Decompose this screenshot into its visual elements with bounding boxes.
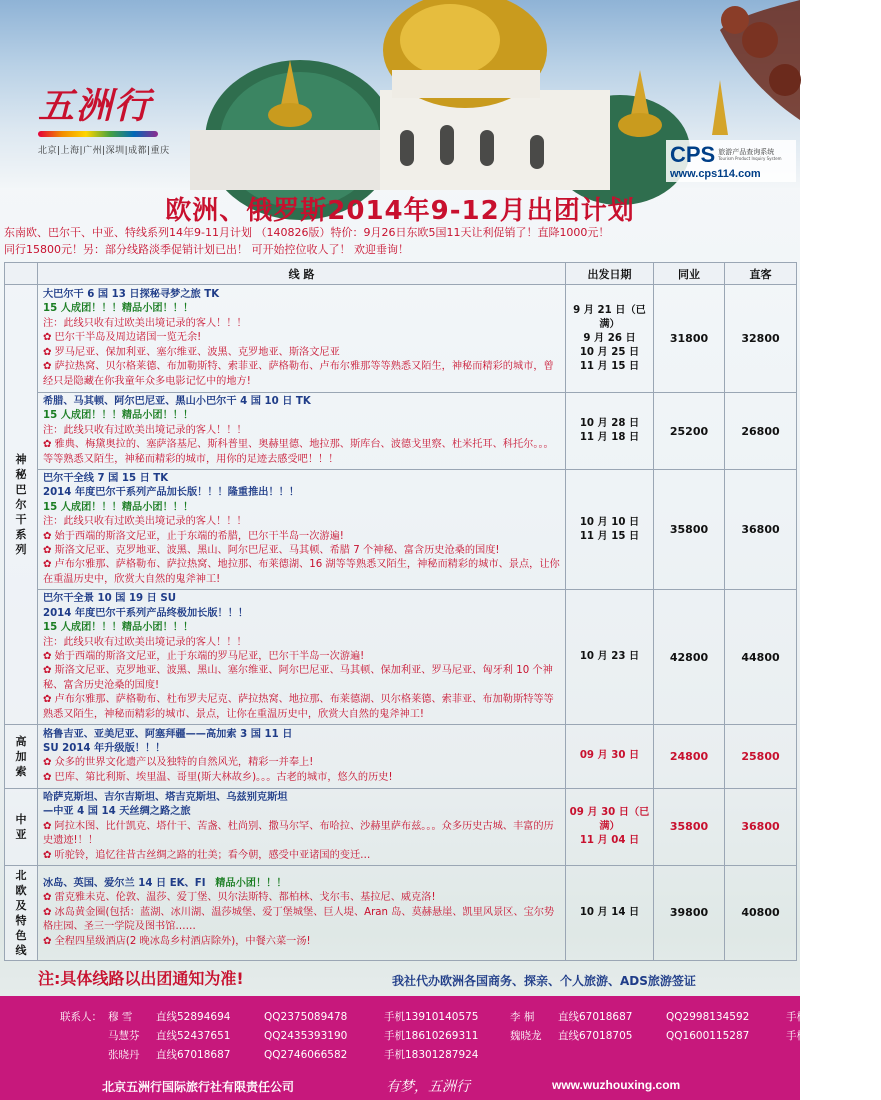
direct-price: 44800 <box>725 590 797 725</box>
contact-qq: QQ2746066582 <box>264 1049 348 1061</box>
direct-price: 25800 <box>725 724 797 788</box>
contact-phone: 直线67018705 <box>558 1030 633 1042</box>
route-item <box>43 331 560 345</box>
dates-cell <box>566 865 654 960</box>
header-dates: 出发日期 <box>566 263 654 285</box>
flower-bullet-icon: ✿ <box>43 559 52 571</box>
route-title: 巴尔干全线 7 国 15 日 TK <box>43 473 169 485</box>
route-cell <box>38 865 566 960</box>
route-item-text: 听驼铃，追忆往昔古丝绸之路的壮美；看今朝，感受中亚诸国的变迁… <box>54 849 371 861</box>
route-item <box>43 820 560 849</box>
direct-price: 40800 <box>725 865 797 960</box>
category-label: 中亚 <box>15 812 27 841</box>
route-title: 冰岛、英国、爱尔兰 14 日 EK、FI <box>43 877 206 889</box>
peer-price: 25200 <box>654 393 725 470</box>
peer-price: 35800 <box>654 470 725 590</box>
date: 10 月 14 日 <box>579 906 640 918</box>
route-item-text: 始于西端的斯洛文尼亚，止于东端的希腊，巴尔干半岛一次游遍! <box>54 530 344 542</box>
contacts-label: 联系人： <box>60 1011 102 1023</box>
route-title: 巴尔干全景 10 国 19 日 SU <box>43 593 177 605</box>
flower-bullet-icon: ✿ <box>43 820 52 832</box>
route-item <box>43 360 560 389</box>
contact-row <box>60 1027 881 1046</box>
contact-qq: QQ1600115287 <box>666 1030 750 1042</box>
logo-cities: 北京|上海|广州|深圳|成都|重庆 <box>38 146 170 156</box>
flower-bullet-icon: ✿ <box>43 439 52 451</box>
route-note: 注：此线只收有过欧美出境记录的客人！！！ <box>43 636 247 648</box>
peer-price: 24800 <box>654 724 725 788</box>
intro-text <box>4 224 796 258</box>
peer-price: 42800 <box>654 590 725 725</box>
disclaimer-note: 注:具体线路以出团通知为准! <box>38 969 244 988</box>
route-item-text: 罗马尼亚、保加利亚、塞尔维亚、波黑、克罗地亚、斯洛文尼亚 <box>54 346 340 358</box>
website-link[interactable]: www.wuzhouxing.com <box>552 1078 681 1092</box>
route-subtitle: 2014 年度巴尔干系列产品加长版！！！隆重推出！！！ <box>43 487 300 499</box>
direct-price: 26800 <box>725 393 797 470</box>
route-title: 格鲁吉亚、亚美尼亚、阿塞拜疆——高加索 3 国 11 日 <box>43 728 293 740</box>
route-cell <box>38 724 566 788</box>
date: 9 月 21 日（已满） <box>573 304 646 330</box>
dates-cell <box>566 285 654 393</box>
table-row <box>5 590 797 725</box>
route-cell <box>38 285 566 393</box>
route-item-text: 巴尔干半岛及周边诸国一览无余! <box>54 332 202 344</box>
flower-bullet-icon: ✿ <box>43 935 52 947</box>
route-group-size: 15 人成团！！！精品小团！！！ <box>43 622 194 634</box>
intro-line-2: 同行15800元！另：部分线路淡季促销计划已出！ 可开始控位收人了！ 欢迎垂询！ <box>4 243 409 256</box>
contact-phone: 直线67018687 <box>558 1011 633 1023</box>
route-item-text: 众多的世界文化遗产以及独特的自然风光，精彩一并奉上! <box>54 757 314 769</box>
route-item-text: 雅典、梅黛奥拉的、塞萨洛基尼、斯科普里、奥赫里德、地拉那、斯库台、波德戈里察、杜米托耳、科托尔。。。等等熟悉又陌生，神秘而精彩的城市，用你的足迹去感受吧！！！ <box>43 439 554 465</box>
route-title-2: SU 2014 年升级版！！！ <box>43 743 166 755</box>
flower-bullet-icon: ✿ <box>43 650 52 662</box>
cps-badge <box>666 140 796 182</box>
route-item <box>43 530 560 544</box>
cps-logo: CPS <box>670 142 716 167</box>
dates-cell <box>566 788 654 865</box>
contact-mobile: 手机13910140575 <box>384 1011 479 1023</box>
contact-phone: 直线52894694 <box>156 1011 231 1023</box>
flower-bullet-icon: ✿ <box>43 694 52 706</box>
header-category <box>5 263 38 285</box>
route-cell <box>38 393 566 470</box>
direct-price: 36800 <box>725 788 797 865</box>
flower-bullet-icon: ✿ <box>43 771 52 783</box>
route-note: 注：此线只收有过欧美出境记录的客人！！！ <box>43 516 247 528</box>
direct-price: 32800 <box>725 285 797 393</box>
route-title: 大巴尔干 6 国 13 日探秘寻梦之旅 TK <box>43 289 220 301</box>
date: 10 月 10 日 <box>579 516 640 528</box>
date: 09 月 30 日（已满） <box>569 806 650 832</box>
route-item-text: 卢布尔雅那、萨格勒布、杜布罗夫尼克、萨拉热窝、地拉那、布莱德湖、贝尔格莱德、索菲亚、布加勒斯特等等熟悉又陌生，神秘而精彩的城市、景点，让你在重温历史中，欣赏大自然的鬼斧神工! <box>43 694 554 720</box>
route-title: 哈萨克斯坦、吉尔吉斯坦、塔吉克斯坦、乌兹别克斯坦 <box>43 791 288 803</box>
category-nordic <box>5 865 38 960</box>
page-title: 欧洲、俄罗斯2014年9-12月出团计划 <box>165 196 635 226</box>
route-item <box>43 891 560 905</box>
contact-qq: QQ2998134592 <box>666 1011 750 1023</box>
peer-price: 39800 <box>654 865 725 960</box>
footer <box>0 1072 800 1100</box>
route-item <box>43 558 560 587</box>
contact-mobile: 手机18301287924 <box>384 1049 479 1061</box>
category-label: 神秘巴尔干系列 <box>15 452 27 556</box>
date: 11 月 18 日 <box>579 432 640 444</box>
route-item <box>43 346 560 360</box>
route-item-text: 卢布尔雅那、萨格勒布、萨拉热窝、地拉那、布莱德湖、16 湖等等熟悉又陌生，神秘而精彩的城市、景点，让你在重温历史中，欣赏大自然的鬼斧神工! <box>43 559 560 585</box>
contact-name: 张晓丹 <box>108 1049 140 1061</box>
contact-qq: QQ2435393190 <box>264 1030 348 1042</box>
table-row <box>5 470 797 590</box>
route-group-size: 15 人成团！！！精品小团！！！ <box>43 501 194 513</box>
contact-name: 李 桐 <box>510 1011 535 1023</box>
date: 09 月 30 日 <box>579 750 640 762</box>
date: 11 月 04 日 <box>579 834 640 846</box>
route-title-2: —中亚 4 国 14 天丝绸之路之旅 <box>43 806 191 818</box>
route-title: 希腊、马其顿、阿尔巴尼亚、黑山小巴尔干 4 国 10 日 TK <box>43 396 311 407</box>
route-item <box>43 771 560 785</box>
dates-cell <box>566 470 654 590</box>
contact-mobile: 手机18610269311 <box>384 1030 479 1042</box>
category-caucasus <box>5 724 38 788</box>
route-item <box>43 438 560 467</box>
contact-name: 魏晓龙 <box>510 1030 542 1042</box>
company-logo <box>38 78 188 156</box>
flower-bullet-icon: ✿ <box>43 665 52 677</box>
flower-bullet-icon: ✿ <box>43 906 52 918</box>
intro-line-1: 东南欧、巴尔干、中亚、特线系列14年9-11月计划 （140826版）特价：9月26日东欧5国11天让利促销了！直降1000元！ <box>4 226 610 239</box>
direct-price: 36800 <box>725 470 797 590</box>
table-header-row <box>5 263 797 285</box>
contact-name: 马慧芬 <box>108 1030 140 1042</box>
peer-price: 31800 <box>654 285 725 393</box>
date: 10 月 28 日 <box>579 418 640 430</box>
route-item-text: 始于西端的斯洛文尼亚，止于东端的罗马尼亚，巴尔干半岛一次游遍! <box>54 650 365 662</box>
cps-subtitle: 旅游产品查询系统 <box>718 147 775 156</box>
visa-service-note: 我社代办欧洲各国商务、探亲、个人旅游、ADS旅游签证 <box>392 974 696 988</box>
category-central-asia <box>5 788 38 865</box>
contact-row <box>60 1008 881 1027</box>
category-label: 高加索 <box>15 734 27 778</box>
route-item <box>43 693 560 722</box>
tour-schedule-table <box>4 262 797 961</box>
route-item <box>43 849 560 863</box>
flower-bullet-icon: ✿ <box>43 346 52 358</box>
route-group-size: 15 人成团！！！精品小团！！！ <box>43 410 194 422</box>
category-balkan <box>5 285 38 725</box>
contacts-block <box>60 1008 881 1065</box>
route-item-text: 全程四星级酒店(2 晚冰岛乡村酒店除外)，中餐六菜一汤! <box>54 935 311 947</box>
company-name: 北京五洲行国际旅行社有限责任公司 <box>102 1080 295 1094</box>
contact-phone: 直线52437651 <box>156 1030 231 1042</box>
route-group-size: 精品小团！！！ <box>215 877 287 889</box>
dates-cell <box>566 590 654 725</box>
flower-bullet-icon: ✿ <box>43 849 52 861</box>
cps-subtitle-en: Tourism Product Inquiry System <box>718 156 782 162</box>
route-item-text: 巴库、第比利斯、埃里温、哥里(斯大林故乡)。。。古老的城市，悠久的历史! <box>54 771 393 783</box>
contact-row <box>60 1046 881 1065</box>
header-banner <box>0 0 800 188</box>
flower-bullet-icon: ✿ <box>43 530 52 542</box>
table-row <box>5 393 797 470</box>
route-item-text: 萨拉热窝、贝尔格莱德、布加勒斯特、索菲亚、萨格勒布、卢布尔雅那等等熟悉又陌生，神秘而精彩的城市，曾经只是隐藏在你我童年众多电影记忆中的地方! <box>43 361 554 387</box>
dates-cell <box>566 724 654 788</box>
category-label: 北欧及特色线 <box>15 868 27 957</box>
flower-bullet-icon: ✿ <box>43 361 52 373</box>
route-note: 注：此线只收有过欧美出境记录的客人！！！ <box>43 317 247 329</box>
slogan: 有梦，五洲行 <box>386 1079 470 1095</box>
route-cell <box>38 590 566 725</box>
flower-bullet-icon: ✿ <box>43 892 52 904</box>
route-subtitle: 2014 年度巴尔干系列产品终极加长版！！！ <box>43 607 249 619</box>
contact-qq: QQ2375089478 <box>264 1011 348 1023</box>
logo-text: 五洲行 <box>38 85 153 127</box>
header-direct-price: 直客 <box>725 263 797 285</box>
date: 9 月 26 日 <box>583 332 636 344</box>
route-item-text: 斯洛文尼亚、克罗地亚、波黑、黑山、塞尔维亚、阿尔巴尼亚、马其顿、保加利亚、罗马尼亚、匈牙利 10 个神秘、富含历史沧桑的国度! <box>43 665 553 691</box>
route-note: 注：此线只收有过欧美出境记录的客人！！！ <box>43 424 247 436</box>
date: 11 月 15 日 <box>579 530 640 542</box>
route-item <box>43 544 560 558</box>
cps-url: www.cps114.com <box>670 168 761 180</box>
contact-name: 穆 雪 <box>108 1011 133 1023</box>
header-peer-price: 同业 <box>654 263 725 285</box>
route-item <box>43 756 560 770</box>
route-cell <box>38 788 566 865</box>
route-group-size: 15 人成团！！！精品小团！！！ <box>43 303 194 315</box>
date: 11 月 15 日 <box>579 360 640 372</box>
table-row <box>5 724 797 788</box>
flower-bullet-icon: ✿ <box>43 545 52 557</box>
table-row <box>5 285 797 393</box>
route-item-text: 阿拉木图、比什凯克、塔什干、苦盏、杜尚别、撒马尔罕、布哈拉、沙赫里萨布兹。。。众多历史古城、丰富的历史遗迹!！！ <box>43 820 554 847</box>
peer-price: 35800 <box>654 788 725 865</box>
table-row <box>5 788 797 865</box>
route-item-text: 雷克雅未克、伦敦、温莎、爱丁堡、贝尔法斯特、都柏林、戈尔韦、基拉尼、威克洛! <box>54 892 436 904</box>
header-route: 线 路 <box>38 263 566 285</box>
route-item-text: 冰岛黄金圈(包括：蓝湖、冰川湖、温莎城堡、爱丁堡城堡、巨人堤、Aran 岛、莫赫悬崖、凯里风景区、宝尔势格庄园、圣三一学院及图书馆…… <box>43 906 555 933</box>
dates-cell <box>566 393 654 470</box>
route-item-text: 斯洛文尼亚、克罗地亚、波黑、黑山、阿尔巴尼亚、马其顿、希腊 7 个神秘、富含历史沧桑的国度! <box>54 545 500 557</box>
contact-phone: 直线67018687 <box>156 1049 231 1061</box>
route-cell <box>38 470 566 590</box>
table-row <box>5 865 797 960</box>
route-item <box>43 650 560 664</box>
flower-bullet-icon: ✿ <box>43 332 52 344</box>
contact-mobile: 手机15801661368 <box>786 1030 881 1042</box>
route-item <box>43 906 560 935</box>
flower-bullet-icon: ✿ <box>43 757 52 769</box>
date: 10 月 25 日 <box>579 346 640 358</box>
route-item <box>43 664 560 693</box>
contact-mobile: 手机13810604265 <box>786 1011 881 1023</box>
date: 10 月 23 日 <box>579 651 640 663</box>
route-item <box>43 935 560 949</box>
logo-rainbow-swoosh <box>38 131 158 137</box>
